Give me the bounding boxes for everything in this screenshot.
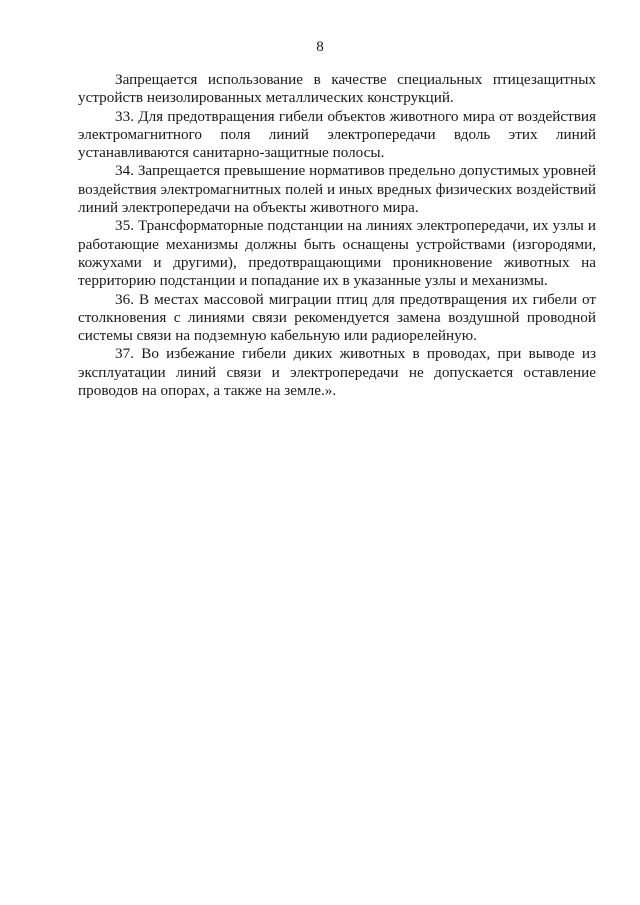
- paragraph-33: 33. Для предотвращения гибели объектов животного мира от воздействия электромагнитного поля линий электропередачи вдоль этих линий устанавливаются санитарно-защитные полосы.: [78, 107, 596, 162]
- paragraph-37: 37. Во избежание гибели диких животных в проводах, при выводе из эксплуатации линий связи и электропередачи не допускается оставление проводов на опорах, а также на земле.».: [78, 345, 596, 400]
- paragraph-36: 36. В местах массовой миграции птиц для предотвращения их гибели от столкновения с линиями связи рекомендуется замена воздушной проводной системы связи на подземную кабельную или радиорелейную.: [78, 290, 596, 345]
- paragraph-uninsulated-structures: Запрещается использование в качестве специальных птицезащитных устройств неизолированных металлических конструкций.: [78, 71, 596, 107]
- document-body: [78, 71, 596, 400]
- paragraph-35: 35. Трансформаторные подстанции на линиях электропередачи, их узлы и работающие механизмы должны быть оснащены устройствами (изгородями, кожухами и другими), предотвращающими проникновение животных на территорию подстанции и попадание их в указанные узлы и механизмы.: [78, 217, 596, 290]
- paragraph-34: 34. Запрещается превышение нормативов предельно допустимых уровней воздействия электромагнитных полей и иных вредных физических воздействий линий электропередачи на объекты животного мира.: [78, 162, 596, 217]
- page-number: 8: [316, 39, 324, 55]
